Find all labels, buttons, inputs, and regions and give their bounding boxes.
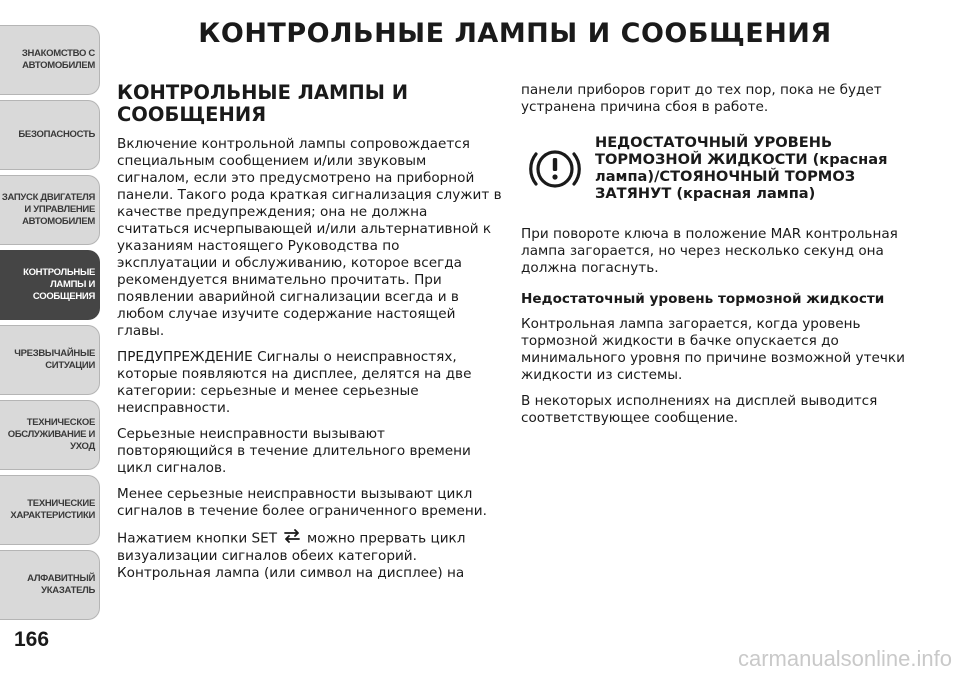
warning-note-paragraph: ПРЕДУПРЕЖДЕНИЕ Сигналы о неисправностях, которые появляются на дисплее, делятся на две категории: серьезные и менее серьезные неисправности. [117, 349, 472, 416]
serious-faults-paragraph: Серьезные неисправности вызывают повторяющийся в течение длительного времени цикл сигналов. [117, 426, 471, 476]
intro-paragraph: Включение контрольной лампы сопровождается специальным сообщением и/или звуковым сигналом, если это предусмотрено на приборной панели. Такого рода краткая сигнализация служит в качестве предупреждения; она не должна считаться исчерпывающей и/или альтернативной к указаниям настоящего Руководства по эксплуатации и обслуживанию, которое всегда рекомендуется внимательно прочитать. При появлении аварийной сигнализации всегда и в любом случае изучите содержание настоящей главы. [117, 136, 502, 339]
ignition-paragraph: При повороте ключа в положение MAR контрольная лампа загорается, но через несколько секунд она должна погаснуть. [521, 226, 898, 276]
set-text-before: Нажатием кнопки SET [117, 530, 278, 547]
brake-warning-title: НЕДОСТАТОЧНЫЙ УРОВЕНЬ ТОРМОЗНОЙ ЖИДКОСТИ (красная лампа)/СТОЯНОЧНЫЙ ТОРМОЗ ЗАТЯНУТ (красная лампа) [595, 134, 888, 202]
section-tabs [0, 25, 100, 625]
minor-faults-paragraph: Менее серьезные неисправности вызывают цикл сигналов в течение более ограниченного времени. [117, 486, 487, 519]
page-number: 166 [14, 628, 50, 651]
set-button-icon [281, 529, 303, 548]
set-text-after: можно прервать цикл визуализации сигналов обеих категорий. Контрольная лампа (или символ на дисплее) на [117, 530, 466, 581]
continued-paragraph: панели приборов горит до тех пор, пока не будет устранена причина сбоя в работе. [521, 82, 882, 115]
right-column [521, 82, 916, 436]
tab-warning-lights[interactable]: КОНТРОЛЬНЫЕ ЛАМПЫ И СООБЩЕНИЯ [0, 250, 100, 320]
tab-safety[interactable]: БЕЗОПАСНОСТЬ [0, 100, 100, 170]
low-brake-fluid-subheading: Недостаточный уровень тормозной жидкости [521, 291, 885, 307]
tab-specifications[interactable]: ТЕХНИЧЕСКИЕ ХАРАКТЕРИСТИКИ [0, 475, 100, 545]
tab-starting-driving[interactable]: ЗАПУСК ДВИГАТЕЛЯ И УПРАВЛЕНИЕ АВТОМОБИЛЕМ [0, 175, 100, 245]
left-column [117, 82, 502, 591]
tab-vehicle-intro[interactable]: ЗНАКОМСТВО С АВТОМОБИЛЕМ [0, 25, 100, 95]
tab-index[interactable]: АЛФАВИТНЫЙ УКАЗАТЕЛЬ [0, 550, 100, 620]
watermark: carmanualsonline.info [737, 646, 952, 671]
brake-warning-icon [526, 140, 584, 203]
page-title: КОНТРОЛЬНЫЕ ЛАМПЫ И СООБЩЕНИЯ [198, 18, 832, 49]
tab-emergencies[interactable]: ЧРЕЗВЫЧАЙНЫЕ СИТУАЦИИ [0, 325, 100, 395]
section-title: КОНТРОЛЬНЫЕ ЛАМПЫ И СООБЩЕНИЯ [117, 81, 409, 126]
tab-maintenance[interactable]: ТЕХНИЧЕСКОЕ ОБСЛУЖИВАНИЕ И УХОД [0, 400, 100, 470]
brake-warning-block [521, 134, 916, 226]
low-brake-fluid-paragraph: Контрольная лампа загорается, когда уровень тормозной жидкости в бачке опускается до минимального уровня по причине возможной утечки жидкости из системы. [521, 316, 905, 383]
set-button-paragraph [117, 529, 502, 582]
display-message-paragraph: В некоторых исполнениях на дисплей выводится соответствующее сообщение. [521, 393, 878, 426]
